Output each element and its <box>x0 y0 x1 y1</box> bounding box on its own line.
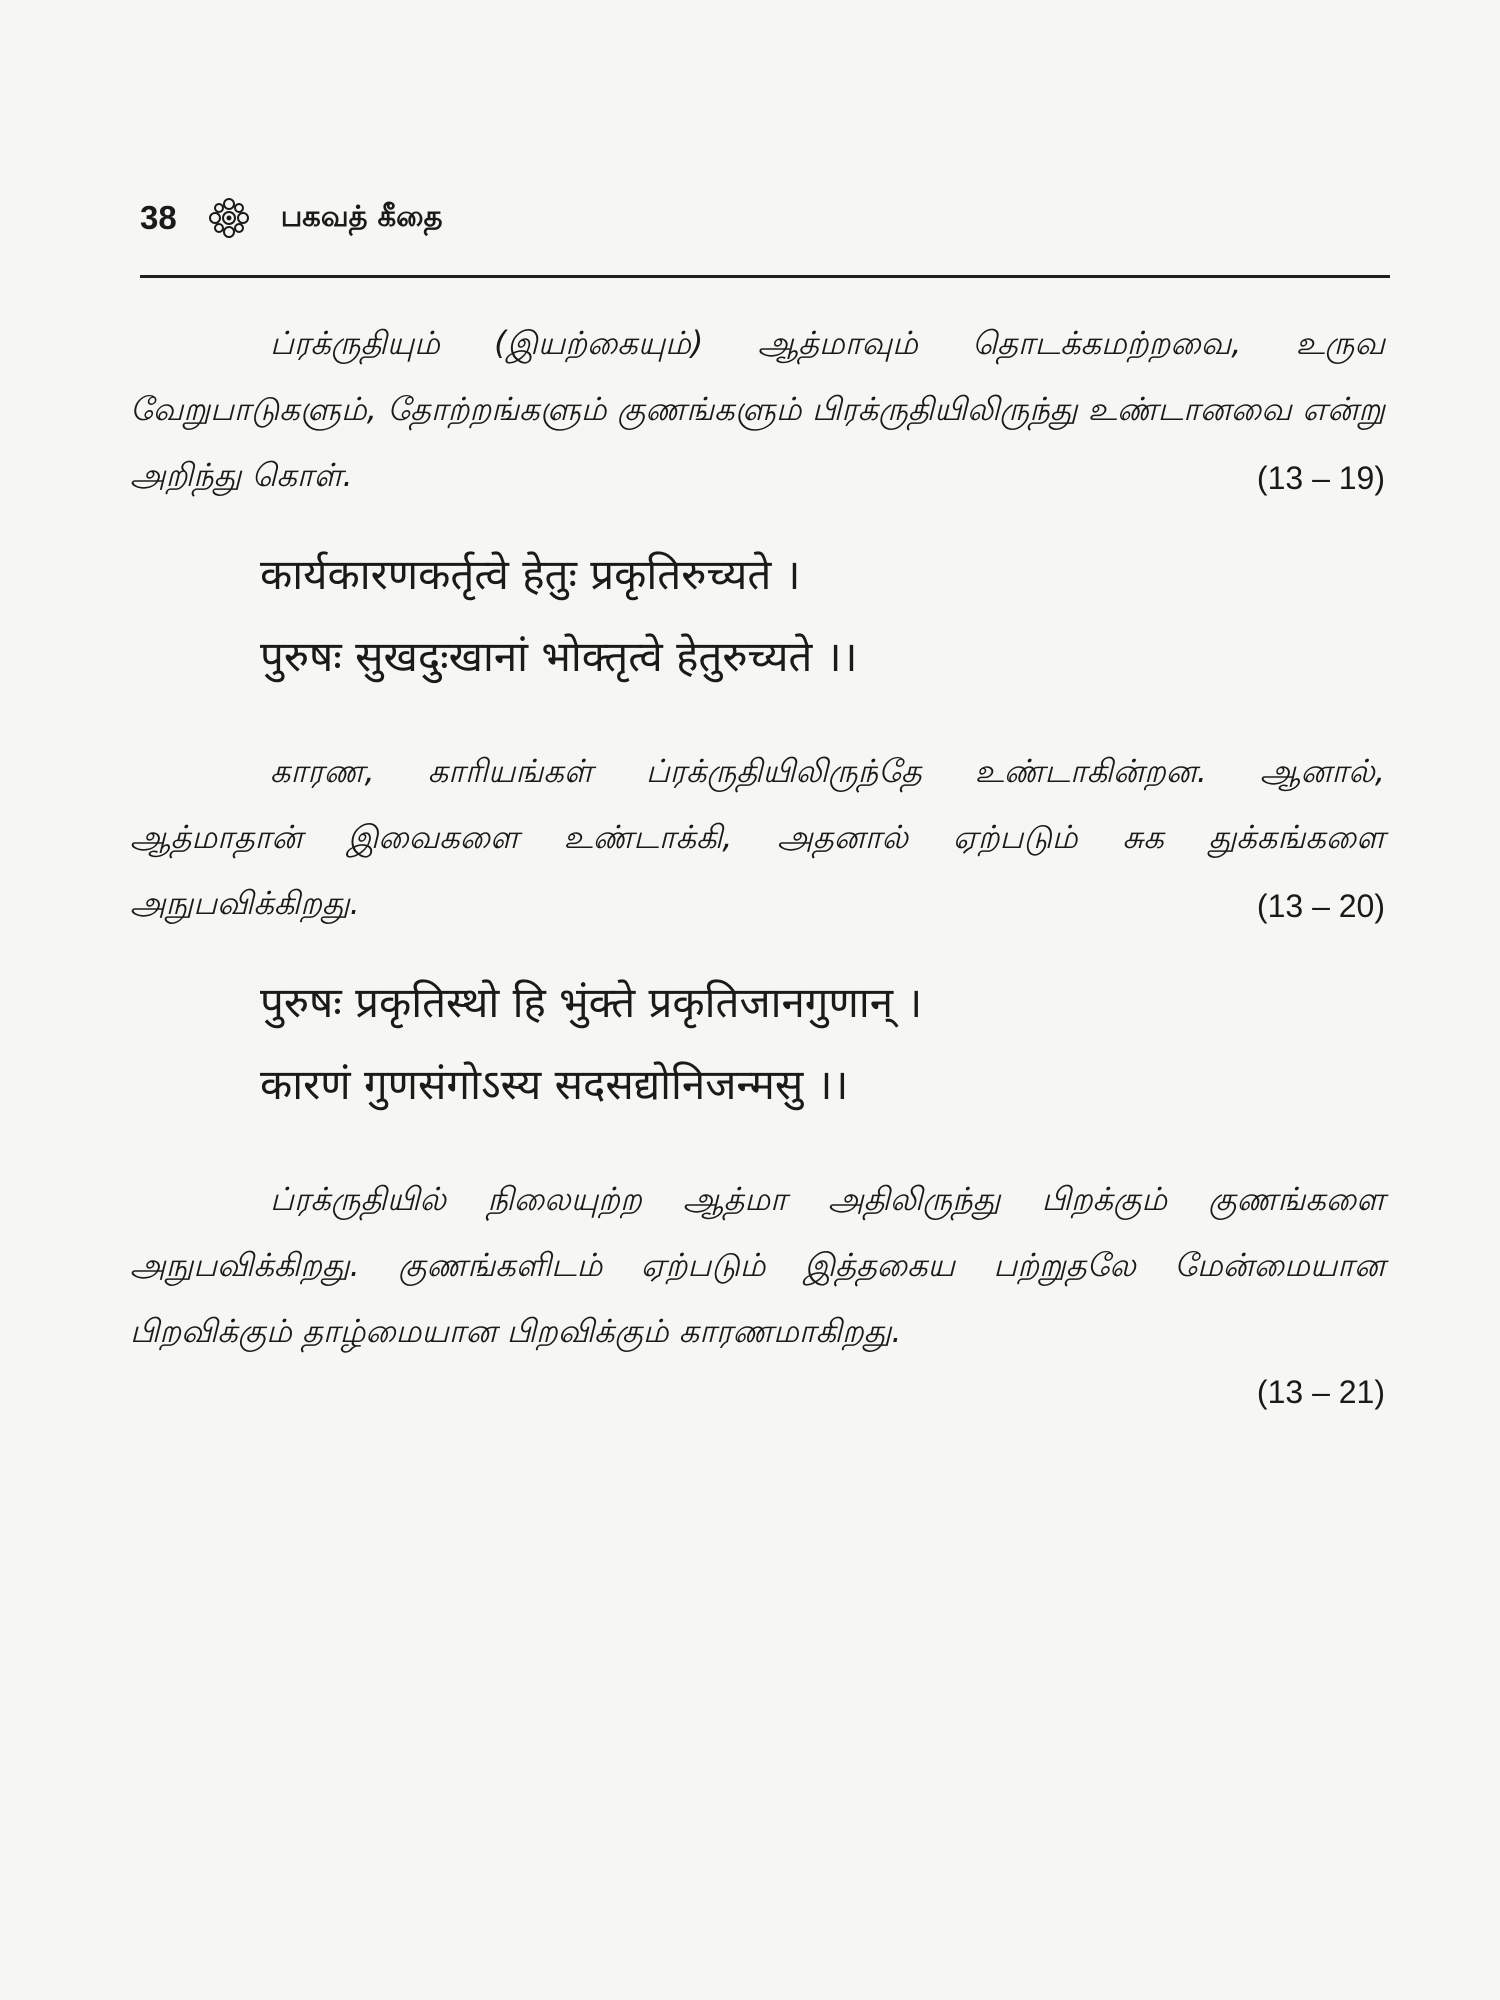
verse-line: कार्यकारणकर्तृत्वे हेतुः प्रकृतिरुच्यते । <box>260 550 801 599</box>
floral-ornament-icon <box>207 196 251 240</box>
verse-reference: (13 – 21) <box>1256 1374 1385 1410</box>
verse-line: कारणं गुणसंगोऽस्य सदसद्योनिजन्मसु ।। <box>260 1060 849 1109</box>
verse-line: पुरुषः प्रकृतिस्थो हि भुंक्ते प्रकृतिजानगुणान् । <box>260 978 923 1027</box>
page-body <box>130 310 1385 1420</box>
header-divider <box>140 275 1390 278</box>
book-title: பகவத் கீதை <box>280 199 443 233</box>
verse-reference: (13 – 20) <box>1256 888 1385 924</box>
translation-paragraph: காரண, காரியங்கள் ப்ரக்ருதியிலிருந்தே உண்டாகின்றன. ஆனால், ஆத்மாதான் இவைகளை உண்டாக்கி, அதனால் ஏற்படும் சுக துக்கங்களை அநுபவிக்கிறது. <box>130 752 1385 922</box>
verse-reference: (13 – 19) <box>1256 460 1385 496</box>
sanskrit-verse <box>260 962 1385 1126</box>
sanskrit-verse <box>260 534 1385 698</box>
page-number: 38 <box>140 199 177 236</box>
verse-line: पुरुषः सुखदुःखानां भोक्तृत्वे हेतुरुच्यते ।। <box>260 632 858 681</box>
translation-paragraph: ப்ரக்ருதியில் நிலையுற்ற ஆத்மா அதிலிருந்து பிறக்கும் குணங்களை அநுபவிக்கிறது. குணங்களிடம் ஏற்படும் இத்தகைய பற்றுதலே மேன்மையான பிறவிக்கும் தாழ்மையான பிறவிக்கும் காரணமாகிறது. <box>130 1180 1385 1350</box>
translation-paragraph: ப்ரக்ருதியும் (இயற்கையும்) ஆத்மாவும் தொடக்கமற்றவை, உருவ வேறுபாடுகளும், தோற்றங்களும் குணங்களும் பிரக்ருதியிலிருந்து உண்டானவை என்று அறிந்து கொள். <box>130 324 1385 494</box>
page-header <box>140 188 1390 248</box>
